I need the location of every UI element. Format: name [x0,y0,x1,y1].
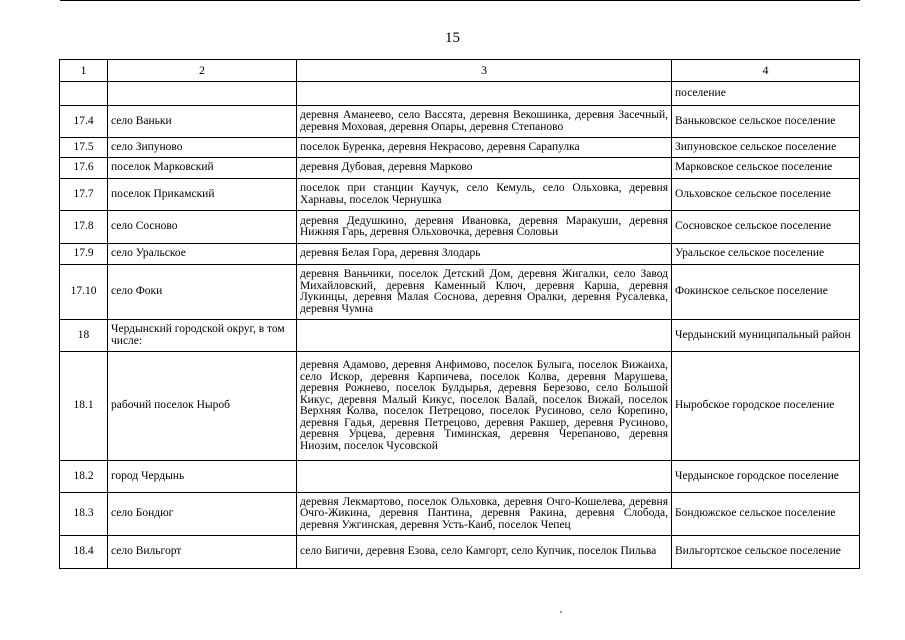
settlement-name: Зипуновское сельское поселение [672,138,860,158]
included-places [297,82,672,106]
header-col-2: 2 [108,60,297,82]
table-body [60,82,860,569]
table-row [60,158,860,179]
settlement-name: Ныробское городское поселение [672,352,860,461]
locality-name: Чердынский городской округ, в том числе: [108,320,297,352]
settlement-name: Вильгортское сельское поселение [672,536,860,569]
locality-name: село Вильгорт [108,536,297,569]
table-row [60,211,860,244]
header-col-3: 3 [297,60,672,82]
settlement-name: Чердынский муниципальный район [672,320,860,352]
row-number: 18 [60,320,108,352]
included-places: село Бигичи, деревня Езова, село Камгорт, село Купчик, поселок Пильва [297,536,672,569]
included-places: деревня Ваньчики, поселок Детский Дом, деревня Жигалки, село Завод Михайловский, деревня Каменный Ключ, деревня Карша, деревня Лукинцы, деревня Малая Соснова, деревня Оралки, деревня Русалевка, деревня Чумна [297,265,672,320]
row-number: 17.9 [60,244,108,265]
settlements-table [59,59,860,569]
settlement-name: Марковское сельское поселение [672,158,860,179]
row-number: 17.4 [60,106,108,138]
table-row [60,320,860,352]
included-places: деревня Дубовая, деревня Марково [297,158,672,179]
table-row [60,352,860,461]
settlement-name: поселение [672,82,860,106]
locality-name: село Зипуново [108,138,297,158]
row-number: 17.6 [60,158,108,179]
row-number: 18.2 [60,461,108,493]
table-header-row [60,60,860,82]
included-places [297,461,672,493]
settlement-name: Ольховское сельское поселение [672,179,860,211]
included-places: деревня Адамово, деревня Анфимово, поселок Булыга, поселок Вижаиха, село Искор, деревня Карпичева, поселок Колва, деревня Марушева, деревня Рожнево, поселок Булдырья, деревня Березово, село Большой Кикус, деревня Малый Кикус, поселок Валай, поселок Вижай, поселок Верхняя Колва, поселок Петрецово, поселок Русиново, село Корепино, деревня Гадья, деревня Петрецово, деревня Ракшер, деревня Русиново, деревня Урцева, деревня Тиминская, деревня Черепаново, деревня Ниозим, поселок Чусовской [297,352,672,461]
locality-name: село Фоки [108,265,297,320]
locality-name: город Чердынь [108,461,297,493]
settlement-name: Ваньковское сельское поселение [672,106,860,138]
row-number: 17.7 [60,179,108,211]
included-places: деревня Белая Гора, деревня Злодарь [297,244,672,265]
included-places [297,320,672,352]
table-row [60,536,860,569]
settlement-name: Фокинское сельское поселение [672,265,860,320]
locality-name [108,82,297,106]
table-row [60,493,860,536]
table-row [60,138,860,158]
row-number: 17.8 [60,211,108,244]
locality-name: село Ваньки [108,106,297,138]
row-number [60,82,108,106]
row-number: 17.10 [60,265,108,320]
included-places: деревня Дедушкино, деревня Ивановка, деревня Маракуши, деревня Нижняя Гарь, деревня Ольховочка, деревня Соловьи [297,211,672,244]
scan-speck [560,611,562,613]
table-row [60,82,860,106]
included-places: деревня Лекмартово, поселок Ольховка, деревня Очго-Кошелева, деревня Очго-Жикина, деревня Пантина, деревня Ракина, деревня Слобода, деревня Ужгинская, деревня Усть-Каиб, поселок Чепец [297,493,672,536]
page-number: 15 [445,30,460,46]
table-row [60,179,860,211]
locality-name: село Уральское [108,244,297,265]
header-col-4: 4 [672,60,860,82]
top-rule [60,0,860,3]
locality-name: село Сосново [108,211,297,244]
included-places: поселок при станции Каучук, село Кемуль, село Ольховка, деревня Харнавы, поселок Чернушка [297,179,672,211]
table-row [60,265,860,320]
locality-name: поселок Марковский [108,158,297,179]
table-row [60,244,860,265]
locality-name: село Бондюг [108,493,297,536]
locality-name: поселок Прикамский [108,179,297,211]
row-number: 17.5 [60,138,108,158]
settlement-name: Уральское сельское поселение [672,244,860,265]
table-row [60,461,860,493]
row-number: 18.1 [60,352,108,461]
included-places: деревня Аманеево, село Вассята, деревня Векошинка, деревня Засечный, деревня Моховая, деревня Опары, деревня Степаново [297,106,672,138]
header-col-1: 1 [60,60,108,82]
included-places: поселок Буренка, деревня Некрасово, деревня Сарапулка [297,138,672,158]
locality-name: рабочий поселок Ныроб [108,352,297,461]
settlement-name: Чердынское городское поселение [672,461,860,493]
settlement-name: Сосновское сельское поселение [672,211,860,244]
row-number: 18.4 [60,536,108,569]
table-row [60,106,860,138]
settlement-name: Бондюжское сельское поселение [672,493,860,536]
row-number: 18.3 [60,493,108,536]
